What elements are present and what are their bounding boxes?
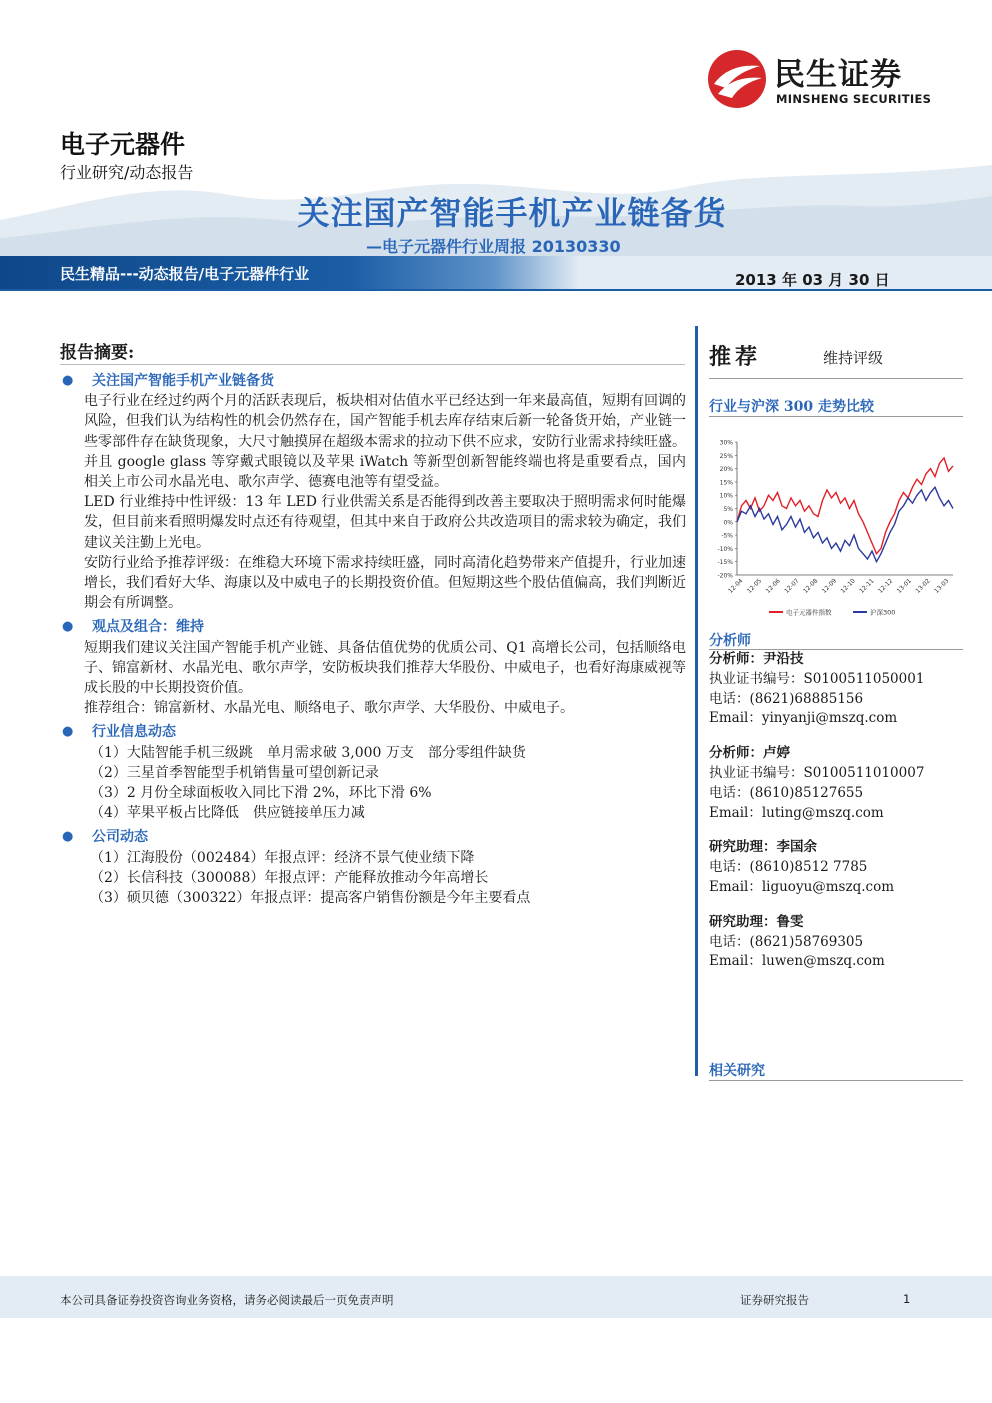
y-tick-label: -15% [717,559,733,567]
analyst-email[interactable]: Email：luting@mszq.com [709,804,884,821]
summary-rule [60,364,685,365]
rating-value: 维持评级 [823,349,884,367]
x-tick-label: 12-10 [839,577,857,595]
bullet-icon: ● [62,619,74,635]
analyst-cert: 执业证书编号：S0100511050001 [709,670,925,687]
company-item: （1）江海股份（002484）年报点评：经济不景气使业绩下降 [90,849,475,866]
summary-body [60,371,686,908]
report-date: 2013 年 03 月 30 日 [735,271,890,289]
x-tick-label: 12-09 [820,577,839,595]
analyst-email[interactable]: Email：liguoyu@mszq.com [709,878,895,895]
report-subtitle: —电子元器件行业周报 20130330 [366,237,621,256]
x-tick-label: 12-12 [876,577,895,595]
summary-heading: 报告摘要: [60,343,135,363]
news-item: （2）三星首季智能型手机销售量可望创新记录 [90,764,379,781]
y-tick-label: -5% [721,532,733,540]
y-tick-label: 15% [719,479,733,487]
chart-heading: 行业与沪深 300 走势比较 [709,399,874,415]
sector-name: 电子元器件 [60,130,186,159]
analyst-phone: 电话：(8610)8512 7785 [709,859,868,876]
summary-paragraph: LED 行业维持中性评级：13 年 LED 行业供需关系是否能得到改善主要取决于照明需求何时能爆发，但目前来看照明爆发时点还有待观望，但其中来自于政府公共改造项目的需求较为确定，我们建议关注勤上光电。 [84,494,686,551]
trend-chart [709,430,963,630]
x-tick-label: 12-08 [802,577,820,595]
banner-underline [0,289,992,291]
bullet-icon: ● [62,829,74,845]
section-title: ● 关注国产智能手机产业链备货 [60,371,686,391]
company-item: （2）长信科技（300088）年报点评：产能释放推动今年高增长 [90,869,489,886]
analyst-card [709,650,963,729]
analyst-name: 研究助理：鲁雯 [709,913,804,930]
summary-paragraph: 电子行业在经过约两个月的活跃表现后，板块相对估值水平已经达到一年来最高值，短期有回调的风险，但我们认为结构性的机会仍然存在，国产智能手机去库存结束后新一轮备货开始，产业链一些零部件存在缺货现象，大尺寸触摸屏在超级本需求的拉动下供不应求，安防行业需求持续旺盛。并且 google glass 等穿戴式眼镜以及苹果 iWatch 等新型创新智能终端也将是重要看点，国内相关上市公司水晶光电、歌尔声学、德赛电池等有望受益。 [84,393,686,491]
analyst-heading: 分析师 [709,633,751,649]
brand-name-en: MINSHENG SECURITIES [776,92,932,106]
sidebar-rule [709,378,963,379]
y-tick-label: 10% [719,492,733,500]
y-tick-label: -20% [717,572,733,580]
footer-disclaimer: 本公司具备证券投资咨询业务资格，请务必阅读最后一页免责声明 [60,1293,394,1307]
summary-paragraph: 短期我们建议关注国产智能手机产业链、具备估值优势的优质公司、Q1 高增长公司，包括顺络电子、锦富新材、水晶光电、歌尔声学，安防板块我们推荐大华股份、中威电子，也看好海康威视等成长股的中长期投资价值。 [84,639,686,697]
analyst-email[interactable]: Email：luwen@mszq.com [709,953,885,970]
y-tick-label: 30% [719,439,733,447]
news-item: （1）大陆智能手机三级跳 单月需求破 3,000 万支 部分零组件缺货 [90,744,526,761]
bullet-icon: ● [62,373,74,388]
analyst-phone: 电话：(8610)85127655 [709,784,864,801]
legend-label: 沪深300 [870,608,896,617]
minsheng-logo-icon [706,48,768,110]
x-tick-label: 13-02 [914,577,932,595]
column-divider [695,326,698,1076]
analyst-phone: 电话：(8621)58769305 [709,933,864,950]
section-title: ● 行业信息动态 [60,722,686,742]
report-title: 关注国产智能手机产业链备货 [297,194,727,232]
analyst-name: 分析师：卢婷 [709,745,790,762]
y-tick-label: 5% [723,506,733,513]
section-title: ● 观点及组合：维持 [60,617,686,637]
summary-paragraph: 安防行业给予推荐评级：在维稳大环境下需求持续旺盛，同时高清化趋势带来产值提升，行业加速增长，我们看好大华、海康以及中威电子的长期投资价值。但短期这些个股估值偏高，我们判断近期会有所调整。 [84,554,686,612]
x-tick-label: 12-11 [858,577,876,595]
report-type: 行业研究/动态报告 [60,163,194,182]
analyst-cert: 执业证书编号：S0100511010007 [709,764,925,781]
sidebar-rule [709,1080,963,1081]
analyst-name: 研究助理：李国余 [709,839,817,856]
news-item: （3）2 月份全球面板收入同比下滑 2%，环比下滑 6% [90,785,432,802]
analyst-name: 分析师：尹沿技 [709,651,804,667]
y-tick-label: 20% [719,466,733,474]
x-tick-label: 12-07 [783,577,801,595]
y-tick-label: 25% [719,452,733,460]
analyst-phone: 电话：(8621)68885156 [709,690,864,707]
x-tick-label: 12-04 [727,577,745,595]
bullet-icon: ● [62,724,74,740]
legend-label: 电子元器件指数 [786,608,832,617]
y-tick-label: 0% [723,519,733,527]
company-item: （3）硕贝德（300322）年报点评：提高客户销售份额是今年主要看点 [90,890,531,907]
banner-category: 民生精品---动态报告/电子元器件行业 [60,265,310,283]
related-research-heading: 相关研究 [709,1063,765,1079]
news-item: （4）苹果平板占比降低 供应链接单压力减 [90,805,365,822]
sidebar-rule [709,416,963,417]
section-title: ● 公司动态 [60,827,686,847]
analyst-email[interactable]: Email：yinyanji@mszq.com [709,710,898,727]
analyst-card [709,744,963,823]
brand-logo [706,45,946,115]
page-footer [0,1276,992,1318]
header-banner [0,256,992,289]
summary-paragraph: 推荐组合：锦富新材、水晶光电、顺络电子、歌尔声学、大华股份、中威电子。 [84,700,574,717]
brand-name-cn: 民生证券 [774,57,902,93]
y-tick-label: -10% [717,545,733,553]
analyst-card [709,913,963,972]
analyst-list [709,650,963,987]
footer-label: 证券研究报告 [740,1293,809,1307]
x-tick-label: 12-05 [745,577,764,595]
x-tick-label: 12-06 [764,577,782,595]
analyst-card [709,838,963,897]
x-tick-label: 13-01 [895,577,913,595]
rating-label: 推荐 [709,345,762,370]
page-number: 1 [903,1292,911,1306]
x-tick-label: 13-03 [933,577,951,595]
